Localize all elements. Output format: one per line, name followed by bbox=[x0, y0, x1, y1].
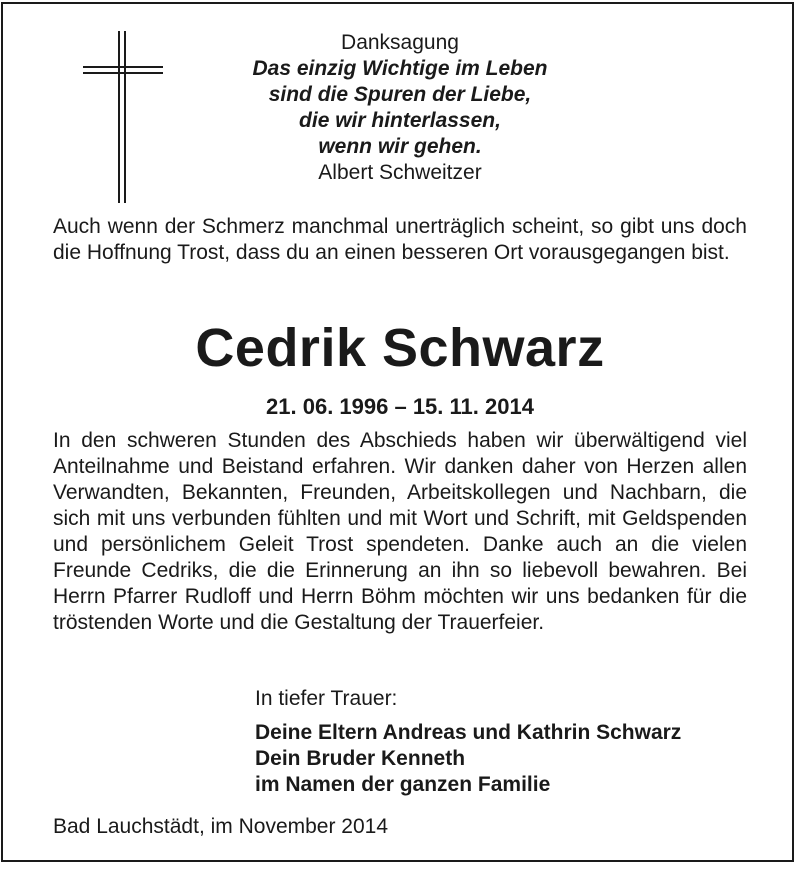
quote-line: Das einzig Wichtige im Leben bbox=[252, 57, 548, 80]
quote-line: wenn wir gehen. bbox=[318, 135, 482, 158]
thanks-paragraph: In den schweren Stunden des Abschieds haben wir überwältigend viel Anteilnahme und Beistand erfahren. Wir danken daher von Herzen allen Verwandten, Bekannten, Freunden, Arbeitskollegen und Nachbarn, die sich mit uns verbunden fühlten und mit Wort und Schrift, mit Geldspenden und persönlichem Geleit Trost spendeten. Danke auch an die vielen Freunde Cedriks, die die Erinnerung an ihn so liebevoll bewahren. Bei Herrn Pfarrer Rudloff und Herrn Böhm möchten wir uns bedanken für die tröstenden Worte und die Gestaltung der Trauerfeier. bbox=[53, 429, 747, 634]
quote-author: Albert Schweitzer bbox=[318, 161, 482, 184]
intro-paragraph: Auch wenn der Schmerz manchmal unerträglich scheint, so gibt uns doch die Hoffnung Trost, dass du an einen besseren Ort vorausgegangen bist. bbox=[53, 215, 747, 264]
signer-line: Deine Eltern Andreas und Kathrin Schwarz bbox=[255, 721, 682, 744]
deceased-name: Cedrik Schwarz bbox=[195, 318, 605, 378]
signer-line: im Namen der ganzen Familie bbox=[255, 773, 551, 796]
notice-title: Danksagung bbox=[341, 31, 459, 54]
quote-line: sind die Spuren der Liebe, bbox=[268, 83, 532, 106]
mourning-label: In tiefer Trauer: bbox=[255, 687, 398, 710]
header-block bbox=[230, 30, 570, 186]
signer-line: Dein Bruder Kenneth bbox=[255, 747, 466, 770]
life-dates: 21. 06. 1996 – 15. 11. 2014 bbox=[266, 394, 534, 419]
cross-icon bbox=[83, 31, 163, 206]
place-date: Bad Lauchstädt, im November 2014 bbox=[53, 815, 389, 838]
quote-line: die wir hinterlassen, bbox=[299, 109, 501, 132]
quote bbox=[230, 56, 570, 160]
signers-block bbox=[255, 720, 681, 798]
